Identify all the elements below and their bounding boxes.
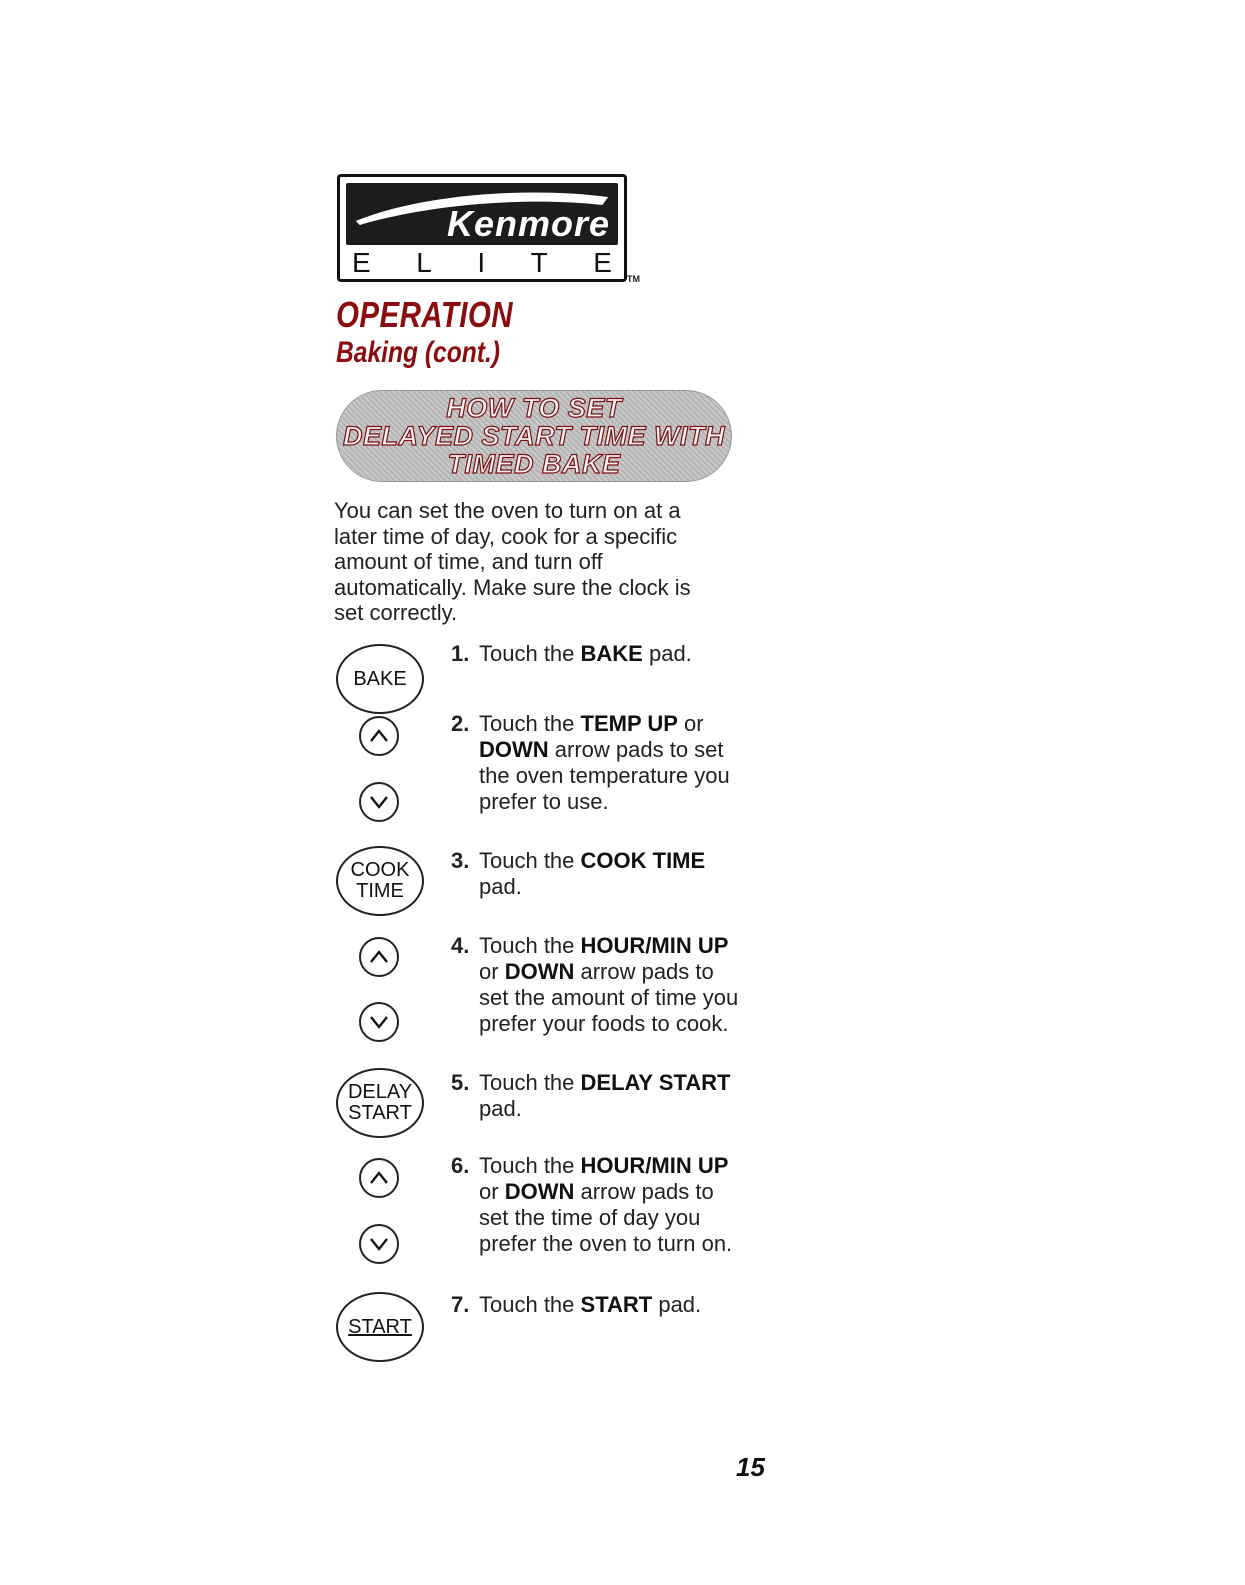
step-text-run: or <box>479 1179 505 1204</box>
step-item <box>451 1070 741 1122</box>
step-item <box>451 1292 741 1318</box>
step-item <box>451 1153 741 1257</box>
step-keyword: HOUR/MIN UP <box>580 1153 729 1178</box>
step-number: 7. <box>451 1292 470 1317</box>
step-text <box>479 1153 741 1257</box>
cook-time-pad-icon <box>336 846 424 916</box>
step-number: 1. <box>451 641 470 666</box>
step-text-run: Touch the <box>479 641 581 666</box>
step-keyword: DOWN <box>479 737 549 762</box>
step-text <box>479 848 741 900</box>
up-arrow-icon <box>359 937 399 977</box>
start-pad-icon <box>336 1292 424 1362</box>
page-number: 15 <box>736 1452 765 1482</box>
step-number: 4. <box>451 933 470 958</box>
step-item <box>451 641 741 667</box>
step-keyword: HOUR/MIN UP <box>580 933 729 958</box>
bake-pad-label: BAKE <box>353 667 407 690</box>
step-text-run: Touch the <box>479 1292 581 1317</box>
step-text <box>479 1070 741 1122</box>
procedure-banner <box>336 390 732 482</box>
step-text <box>479 933 741 1037</box>
intro-paragraph: You can set the oven to turn on at a later time of day, cook for a specific amount of time, and turn off automatically. Make sure the clock is set correctly. <box>334 498 691 625</box>
step-number: 5. <box>451 1070 470 1095</box>
logo-elite-letter: T <box>530 247 548 278</box>
step-item <box>451 848 741 900</box>
step-text-run: Touch the <box>479 848 581 873</box>
step-keyword: START <box>580 1292 653 1317</box>
trademark-mark: TM <box>627 274 640 284</box>
step-keyword: DOWN <box>504 1179 575 1204</box>
up-arrow-icon <box>359 1158 399 1198</box>
step-text-run: Touch the <box>479 711 581 736</box>
logo-band <box>346 183 618 245</box>
bake-pad-icon <box>336 644 424 714</box>
logo-elite-letter: I <box>477 247 486 278</box>
step-text <box>479 711 741 815</box>
down-arrow-icon <box>359 1002 399 1042</box>
kenmore-elite-logo <box>337 174 627 282</box>
logo-brand: Kenmore <box>446 203 610 244</box>
step-keyword: BAKE <box>580 641 643 666</box>
cook-time-pad-label: COOK <box>350 859 410 881</box>
logo-elite-letter: L <box>416 247 432 278</box>
section-subheading: Baking (cont.) <box>336 336 500 369</box>
section-heading: OPERATION <box>336 294 513 335</box>
step-text-run: Touch the <box>479 1070 581 1095</box>
delay-start-pad-label: START <box>348 1102 412 1124</box>
step-text-run: pad. <box>479 874 522 899</box>
step-text-run: arrow pads to set the oven temperature you prefer to use. <box>479 737 730 814</box>
banner-line: TIMED BAKE <box>447 449 621 479</box>
step-text-run: pad. <box>652 1292 702 1317</box>
step-item <box>451 933 741 1037</box>
logo-elite-letter: E <box>352 247 371 278</box>
step-text-run: pad. <box>642 641 692 666</box>
step-number: 2. <box>451 711 470 736</box>
step-number: 3. <box>451 848 470 873</box>
step-text-run: arrow pads to set the amount of time you prefer your foods to cook. <box>479 959 739 1036</box>
step-text-run: or <box>479 959 505 984</box>
up-arrow-icon <box>359 716 399 756</box>
step-keyword: TEMP UP <box>580 711 678 736</box>
step-number: 6. <box>451 1153 470 1178</box>
step-text-run: arrow pads to set the time of day you prefer the oven to turn on. <box>479 1179 733 1256</box>
step-text-run: Touch the <box>479 1153 581 1178</box>
cook-time-pad-label: TIME <box>356 880 404 902</box>
logo-elite-letter: E <box>593 247 612 278</box>
step-keyword: DOWN <box>504 959 575 984</box>
delay-start-pad-icon <box>336 1068 424 1138</box>
step-text-run: or <box>677 711 704 736</box>
down-arrow-icon <box>359 1224 399 1264</box>
step-item <box>451 711 741 815</box>
down-arrow-icon <box>359 782 399 822</box>
step-text-run: Touch the <box>479 933 581 958</box>
step-keyword: DELAY START <box>580 1070 731 1095</box>
banner-line: DELAYED START TIME WITH <box>343 421 725 451</box>
step-keyword: COOK TIME <box>580 848 706 873</box>
logo-elite-letters <box>346 249 618 277</box>
banner-line: HOW TO SET <box>446 393 622 423</box>
step-text <box>479 641 741 667</box>
start-pad-label: START <box>348 1315 412 1338</box>
step-text <box>479 1292 741 1318</box>
step-text-run: pad. <box>479 1096 522 1121</box>
delay-start-pad-label: DELAY <box>347 1081 413 1103</box>
